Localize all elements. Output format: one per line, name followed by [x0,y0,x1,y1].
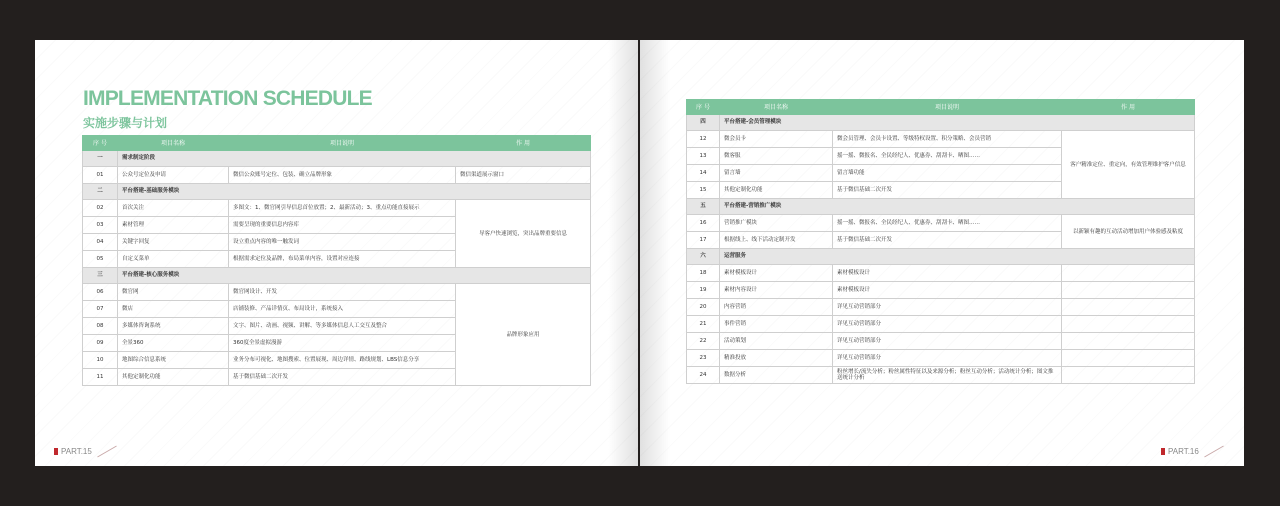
row-name: 微店 [118,301,229,318]
row-num: 09 [83,335,118,352]
schedule-table-right [686,99,1195,384]
row-num: 12 [687,131,720,148]
merged-role-marketing: 以新颖有趣的互动活动增加用户体验感及粘度 [1062,215,1195,249]
row-num: 23 [687,350,720,367]
section-row [83,184,591,200]
row-desc: 详见互动营销部分 [833,316,1062,333]
row-num: 20 [687,299,720,316]
page-number: PART.16 [1168,447,1199,456]
table-row [83,167,591,184]
row-desc: 详见互动营销部分 [833,299,1062,316]
section-title: 平台搭建-核心服务模块 [118,268,591,284]
section-title: 需求制定阶段 [118,151,591,167]
row-name: 其他定制化功能 [118,369,229,386]
row-desc: 素材模板设计 [833,282,1062,299]
merged-role-core: 品牌形象应用 [456,284,591,386]
row-name: 营销推广模块 [720,215,833,232]
section-num: 四 [687,115,720,131]
section-row [687,199,1195,215]
row-num: 06 [83,284,118,301]
row-name: 公众号定位及申请 [118,167,229,184]
header-num: 序 号 [687,100,720,115]
left-page [35,40,638,466]
row-name: 根据线上、线下活动定制开发 [720,232,833,249]
row-desc: 基于微信基础二次开发 [229,369,456,386]
table-row [687,265,1195,282]
table-row [687,350,1195,367]
row-num: 07 [83,301,118,318]
row-desc: 详见互动营销部分 [833,350,1062,367]
row-name: 留言墙 [720,165,833,182]
row-num: 14 [687,165,720,182]
row-name: 数据分析 [720,367,833,384]
section-title: 平台搭建-营销推广模块 [720,199,1195,215]
table-row [687,215,1195,232]
row-desc: 需要呈现的重要信息内容库 [229,217,456,234]
row-num: 10 [83,352,118,369]
row-desc: 多图文：1、微官网引导信息首位放置；2、最新活动；3、重点功能直接展示 [229,200,456,217]
row-num: 13 [687,148,720,165]
row-num: 15 [687,182,720,199]
row-num: 17 [687,232,720,249]
row-name: 全景360 [118,335,229,352]
header-desc: 项目说明 [833,100,1062,115]
page-number: PART.15 [61,447,92,456]
section-row [687,249,1195,265]
row-num: 08 [83,318,118,335]
row-name: 素材内容设计 [720,282,833,299]
row-role [1062,282,1195,299]
table-row [687,333,1195,350]
row-desc: 设立重点内容的唯一触发词 [229,234,456,251]
row-name: 自定义菜单 [118,251,229,268]
row-desc: 360度全景虚拟漫游 [229,335,456,352]
table-row [83,284,591,301]
row-role [1062,316,1195,333]
row-desc: 摇一摇、微报名、全民经纪人、优惠券、刮刮卡、晒图…… [833,215,1062,232]
header-role: 作 用 [1062,100,1195,115]
row-name: 活动策划 [720,333,833,350]
page-gutter-shadow [640,40,670,466]
table-row [687,299,1195,316]
table-row [687,282,1195,299]
row-desc: 基于微信基础二次开发 [833,182,1062,199]
row-name: 精准投放 [720,350,833,367]
row-desc: 留言墙功能 [833,165,1062,182]
red-marker [54,448,58,455]
section-num: 五 [687,199,720,215]
table-row [687,316,1195,333]
row-desc: 店铺装修、产品详情页、布局设计，系统接入 [229,301,456,318]
merged-role-member: 客户精准定位、重定向，有效管理维护客户信息 [1062,131,1195,199]
row-num: 24 [687,367,720,384]
header-name: 项目名称 [720,100,833,115]
row-num: 16 [687,215,720,232]
section-title: 平台搭建-会员管理模块 [720,115,1195,131]
table-row [687,367,1195,384]
row-role: 微信渠道展示窗口 [456,167,591,184]
row-num: 05 [83,251,118,268]
row-name: 多媒体咨询系统 [118,318,229,335]
section-row [687,115,1195,131]
row-desc: 微信公众账号定位、包装、确立品牌形象 [229,167,456,184]
title-english: IMPLEMENTATION SCHEDULE [83,87,372,110]
section-row [83,268,591,284]
table-row [83,200,591,217]
row-name: 地图综合信息系统 [118,352,229,369]
row-name: 关键字回复 [118,234,229,251]
row-role [1062,265,1195,282]
row-role [1062,299,1195,316]
table-header-row [83,136,591,151]
row-desc: 详见互动营销部分 [833,333,1062,350]
table-header-row [687,100,1195,115]
row-name: 素材管理 [118,217,229,234]
row-desc: 文字、图片、动画、视频、讲解、等多媒体信息人工交互及整合 [229,318,456,335]
row-desc: 根据需求定位及品牌，布局菜单内容，设置对应连接 [229,251,456,268]
row-role [1062,333,1195,350]
row-desc: 基于微信基础二次开发 [833,232,1062,249]
footer-slash [97,446,117,458]
header-desc: 项目说明 [229,136,456,151]
row-name: 其他定制化功能 [720,182,833,199]
table-row [687,131,1195,148]
row-num: 01 [83,167,118,184]
section-title: 平台搭建-基础服务模块 [118,184,591,200]
row-name: 微官网 [118,284,229,301]
section-row [83,151,591,167]
schedule-table-left [82,135,591,386]
row-name: 首次关注 [118,200,229,217]
row-name: 微客服 [720,148,833,165]
title-chinese: 实施步骤与计划 [83,116,168,130]
row-desc: 摇一摇、微报名、全民经纪人、优惠券、刮刮卡、晒图…… [833,148,1062,165]
row-num: 18 [687,265,720,282]
row-num: 11 [83,369,118,386]
row-name: 内容营销 [720,299,833,316]
row-desc: 素材模板设计 [833,265,1062,282]
row-name: 微会员卡 [720,131,833,148]
section-num: 三 [83,268,118,284]
row-desc: 微官网设计、开发 [229,284,456,301]
row-name: 事件营销 [720,316,833,333]
page-footer [54,447,118,456]
header-num: 序 号 [83,136,118,151]
row-desc: 粉丝增长/流失分析；粉丝属性特征以及来源分析；粉丝互动分析；活动统计分析；图文推送统计分析 [833,367,1062,384]
row-num: 19 [687,282,720,299]
row-role [1062,367,1195,384]
page-footer [1161,447,1225,456]
red-marker [1161,448,1165,455]
section-num: 一 [83,151,118,167]
row-name: 素材模板设计 [720,265,833,282]
section-title: 运营服务 [720,249,1195,265]
right-page [640,40,1244,466]
row-num: 21 [687,316,720,333]
merged-role-basic: 导客户快速浏览，突出品牌重要信息 [456,200,591,268]
page-gutter-shadow [608,40,638,466]
header-role: 作 用 [456,136,591,151]
row-num: 22 [687,333,720,350]
row-role [1062,350,1195,367]
section-num: 六 [687,249,720,265]
header-name: 项目名称 [118,136,229,151]
row-desc: 业务分布可视化、地图搜索、位置展现、周边详情、路线规划、LBS信息分享 [229,352,456,369]
row-num: 03 [83,217,118,234]
row-num: 04 [83,234,118,251]
section-num: 二 [83,184,118,200]
footer-slash [1204,446,1224,458]
row-num: 02 [83,200,118,217]
row-desc: 微会员管理、会员卡设置、等级特权设置、积分策略、会员营销 [833,131,1062,148]
